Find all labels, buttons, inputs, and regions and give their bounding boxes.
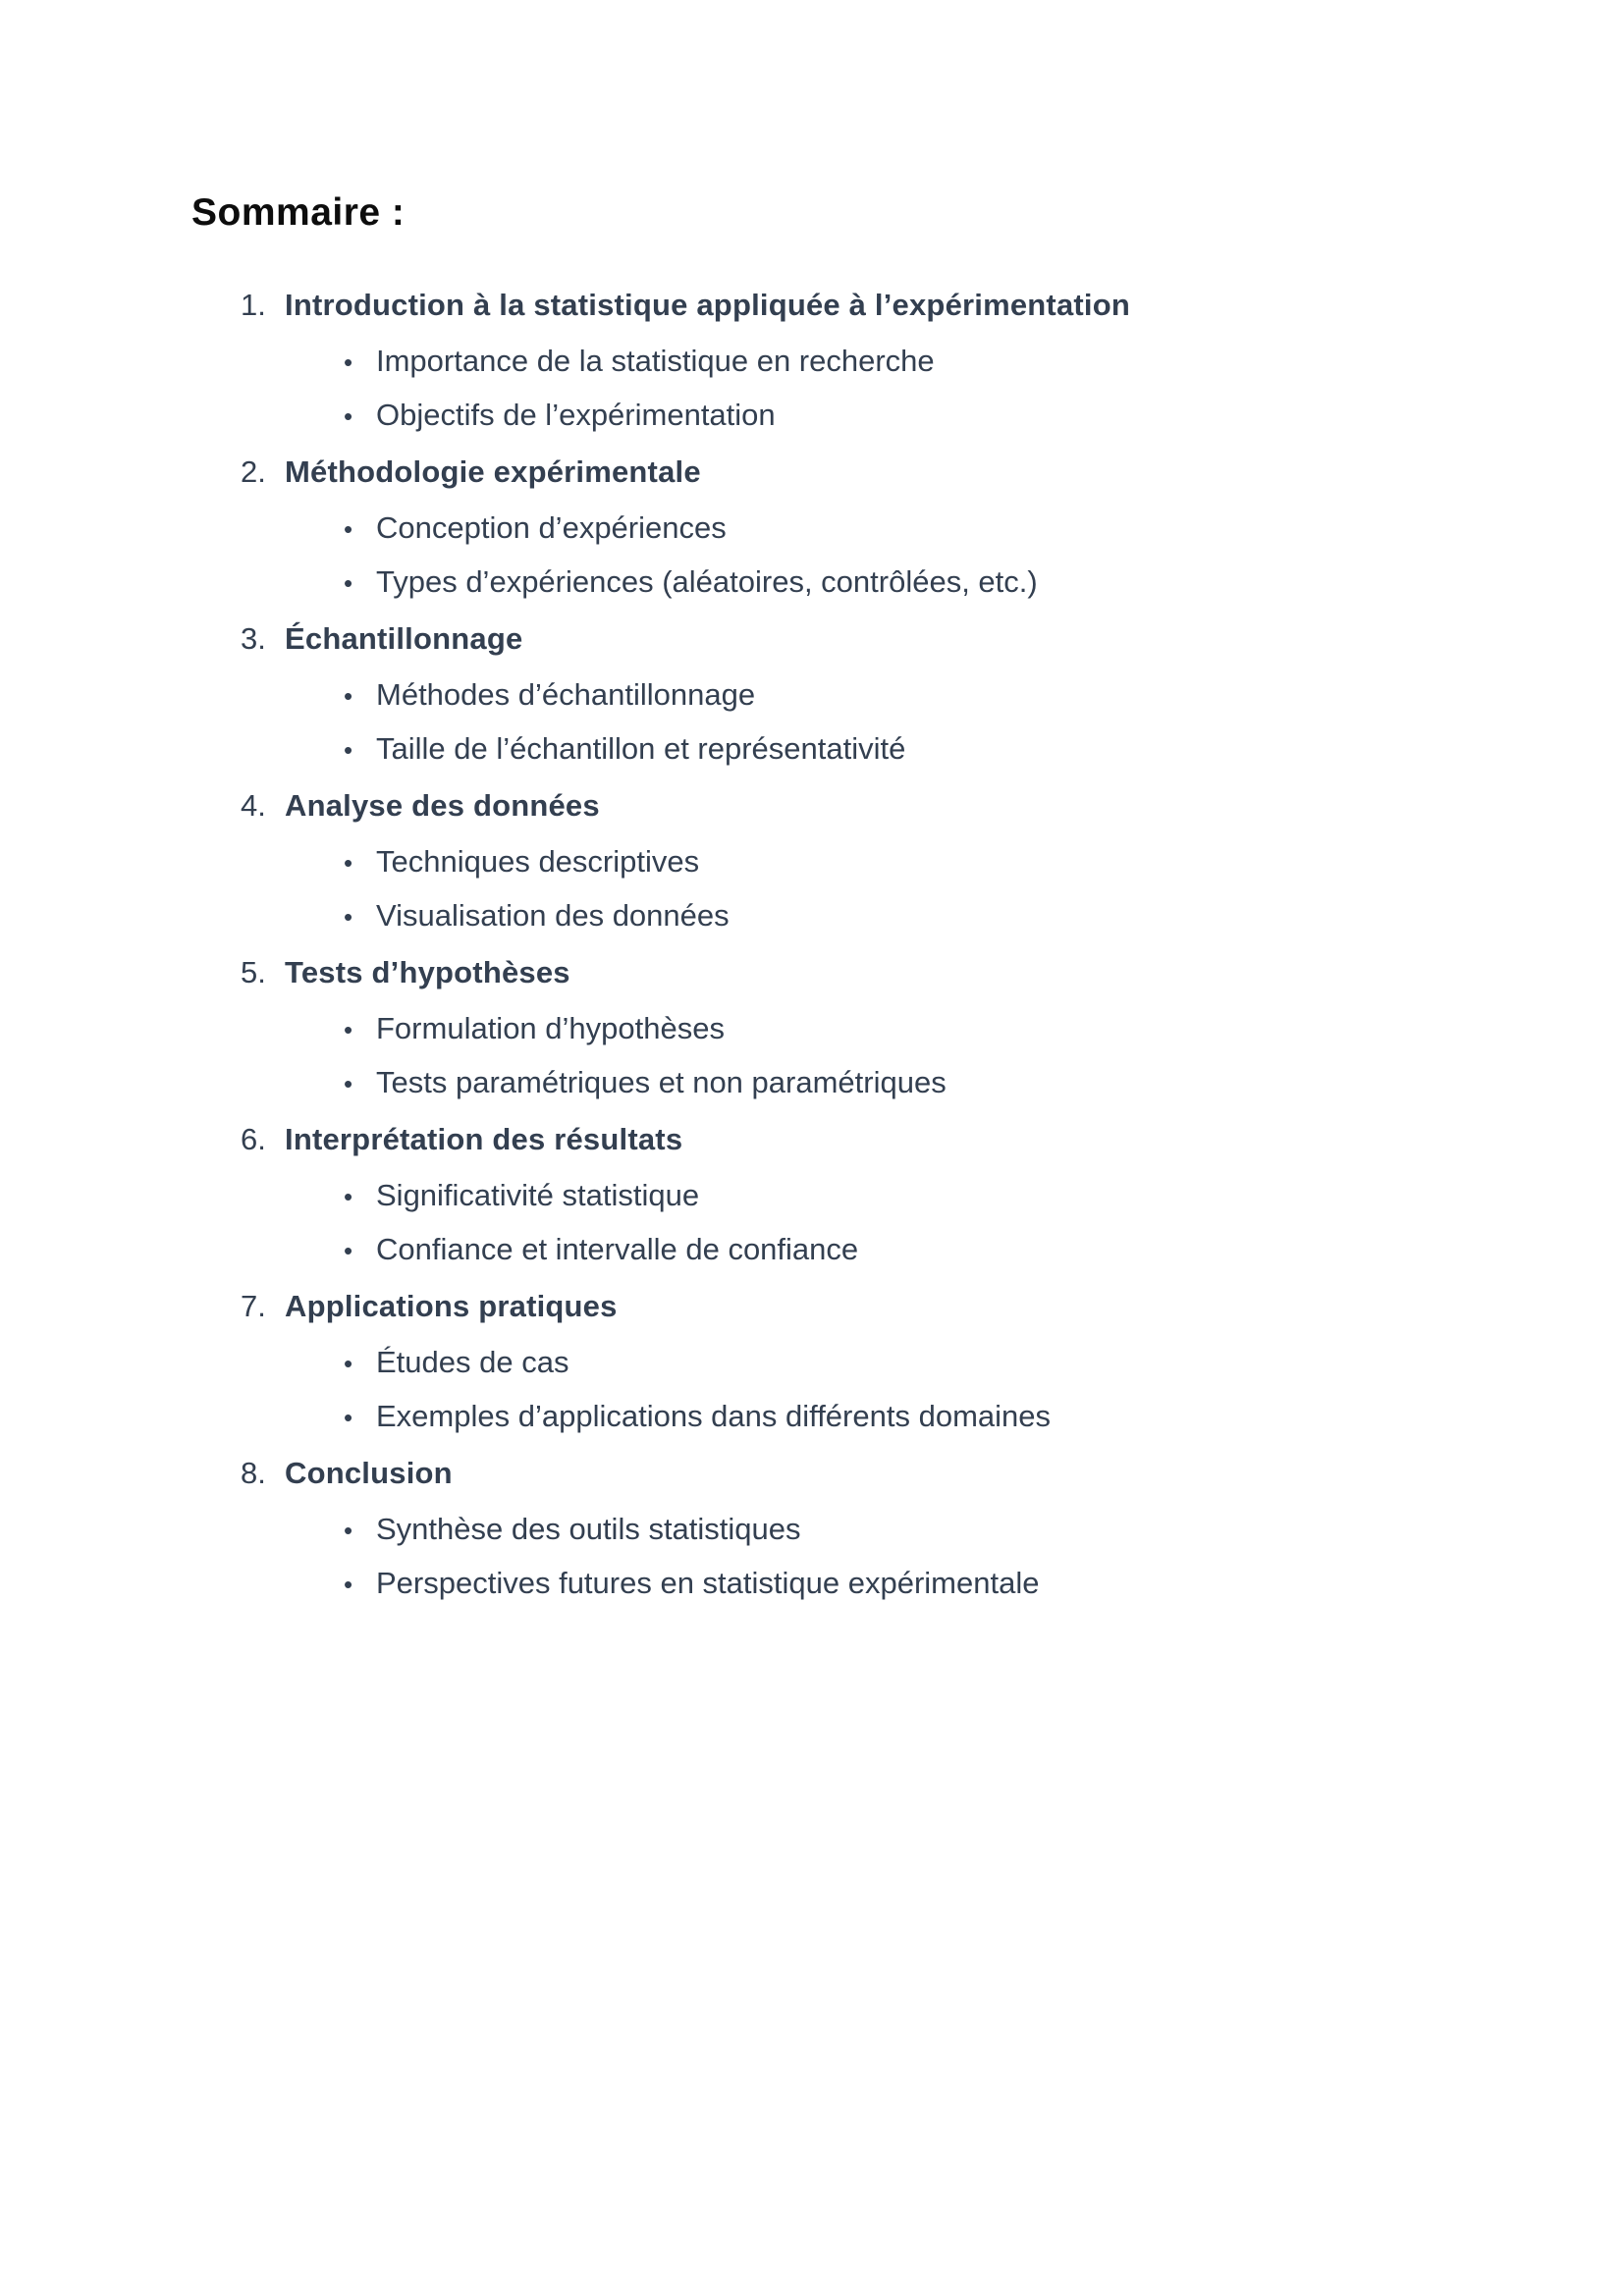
subitem-label: Tests paramétriques et non paramétriques xyxy=(376,1065,947,1099)
toc-subitem xyxy=(344,722,1565,776)
section-subitems xyxy=(241,502,1565,610)
bullet-icon: • xyxy=(344,1236,353,1265)
subitem-label: Significativité statistique xyxy=(376,1178,700,1212)
toc-subitem xyxy=(344,835,1565,889)
toc-subitem xyxy=(344,556,1565,610)
toc-subitem xyxy=(344,502,1565,556)
toc-subitem xyxy=(344,889,1565,943)
section-heading-row xyxy=(241,446,1565,499)
bullet-icon: • xyxy=(344,1349,353,1378)
section-subitems xyxy=(241,668,1565,776)
bullet-icon: • xyxy=(344,1516,353,1545)
section-heading: Méthodologie expérimentale xyxy=(285,454,701,489)
subitem-label: Études de cas xyxy=(376,1345,569,1379)
bullet-icon: • xyxy=(344,848,353,878)
subitem-label: Objectifs de l’expérimentation xyxy=(376,398,776,432)
bullet-icon: • xyxy=(344,401,353,431)
bullet-icon: • xyxy=(344,1069,353,1098)
section-number: 7. xyxy=(241,1289,266,1323)
toc-subitem xyxy=(344,335,1565,389)
toc-section xyxy=(241,1447,1565,1611)
subitem-label: Méthodes d’échantillonnage xyxy=(376,677,756,712)
toc-subitem xyxy=(344,1390,1565,1444)
section-subitems xyxy=(241,1002,1565,1110)
toc-subitem xyxy=(344,1223,1565,1277)
section-subitems xyxy=(241,1336,1565,1444)
section-heading-row xyxy=(241,613,1565,666)
subitem-label: Conception d’expériences xyxy=(376,510,727,545)
section-subitems xyxy=(241,1503,1565,1611)
section-number: 5. xyxy=(241,955,266,989)
toc-subitem xyxy=(344,1557,1565,1611)
toc-subitem xyxy=(344,1002,1565,1056)
toc-section xyxy=(241,613,1565,776)
section-number: 8. xyxy=(241,1456,266,1490)
section-heading: Conclusion xyxy=(285,1456,453,1490)
section-heading-row xyxy=(241,779,1565,832)
toc-subitem xyxy=(344,1503,1565,1557)
toc-section xyxy=(241,279,1565,443)
bullet-icon: • xyxy=(344,568,353,598)
subitem-label: Perspectives futures en statistique expérimentale xyxy=(376,1566,1040,1600)
subitem-label: Synthèse des outils statistiques xyxy=(376,1512,801,1546)
subitem-label: Importance de la statistique en recherche xyxy=(376,344,935,378)
section-number: 2. xyxy=(241,454,266,489)
toc-subitem xyxy=(344,1336,1565,1390)
bullet-icon: • xyxy=(344,1403,353,1432)
bullet-icon: • xyxy=(344,347,353,377)
subitem-label: Formulation d’hypothèses xyxy=(376,1011,725,1045)
subitem-label: Techniques descriptives xyxy=(376,844,700,879)
toc-section xyxy=(241,446,1565,610)
toc-subitem xyxy=(344,668,1565,722)
section-heading: Échantillonnage xyxy=(285,621,523,656)
section-heading-row xyxy=(241,946,1565,999)
section-heading: Introduction à la statistique appliquée à l’expérimentation xyxy=(285,288,1130,322)
subitem-label: Taille de l’échantillon et représentativité xyxy=(376,731,906,766)
bullet-icon: • xyxy=(344,681,353,711)
toc-section xyxy=(241,946,1565,1110)
section-heading: Interprétation des résultats xyxy=(285,1122,683,1156)
subitem-label: Confiance et intervalle de confiance xyxy=(376,1232,859,1266)
subitem-label: Visualisation des données xyxy=(376,898,730,933)
section-heading-row xyxy=(241,1447,1565,1500)
section-number: 3. xyxy=(241,621,266,656)
section-heading: Applications pratiques xyxy=(285,1289,618,1323)
section-number: 4. xyxy=(241,788,266,823)
toc-list xyxy=(191,279,1565,1611)
section-heading-row xyxy=(241,279,1565,332)
section-heading-row xyxy=(241,1113,1565,1166)
page-title: Sommaire : xyxy=(191,191,406,234)
section-heading: Tests d’hypothèses xyxy=(285,955,570,989)
bullet-icon: • xyxy=(344,1570,353,1599)
bullet-icon: • xyxy=(344,735,353,765)
subitem-label: Types d’expériences (aléatoires, contrôlées, etc.) xyxy=(376,564,1038,599)
section-number: 6. xyxy=(241,1122,266,1156)
toc-subitem xyxy=(344,389,1565,443)
section-heading-row xyxy=(241,1280,1565,1333)
bullet-icon: • xyxy=(344,902,353,932)
toc-subitem xyxy=(344,1056,1565,1110)
toc-subitem xyxy=(344,1169,1565,1223)
bullet-icon: • xyxy=(344,1015,353,1044)
toc-section xyxy=(241,1280,1565,1444)
section-heading: Analyse des données xyxy=(285,788,600,823)
bullet-icon: • xyxy=(344,514,353,544)
section-number: 1. xyxy=(241,288,266,322)
bullet-icon: • xyxy=(344,1182,353,1211)
section-subitems xyxy=(241,835,1565,943)
toc-section xyxy=(241,779,1565,943)
subitem-label: Exemples d’applications dans différents domaines xyxy=(376,1399,1051,1433)
section-subitems xyxy=(241,1169,1565,1277)
toc-section xyxy=(241,1113,1565,1277)
section-subitems xyxy=(241,335,1565,443)
